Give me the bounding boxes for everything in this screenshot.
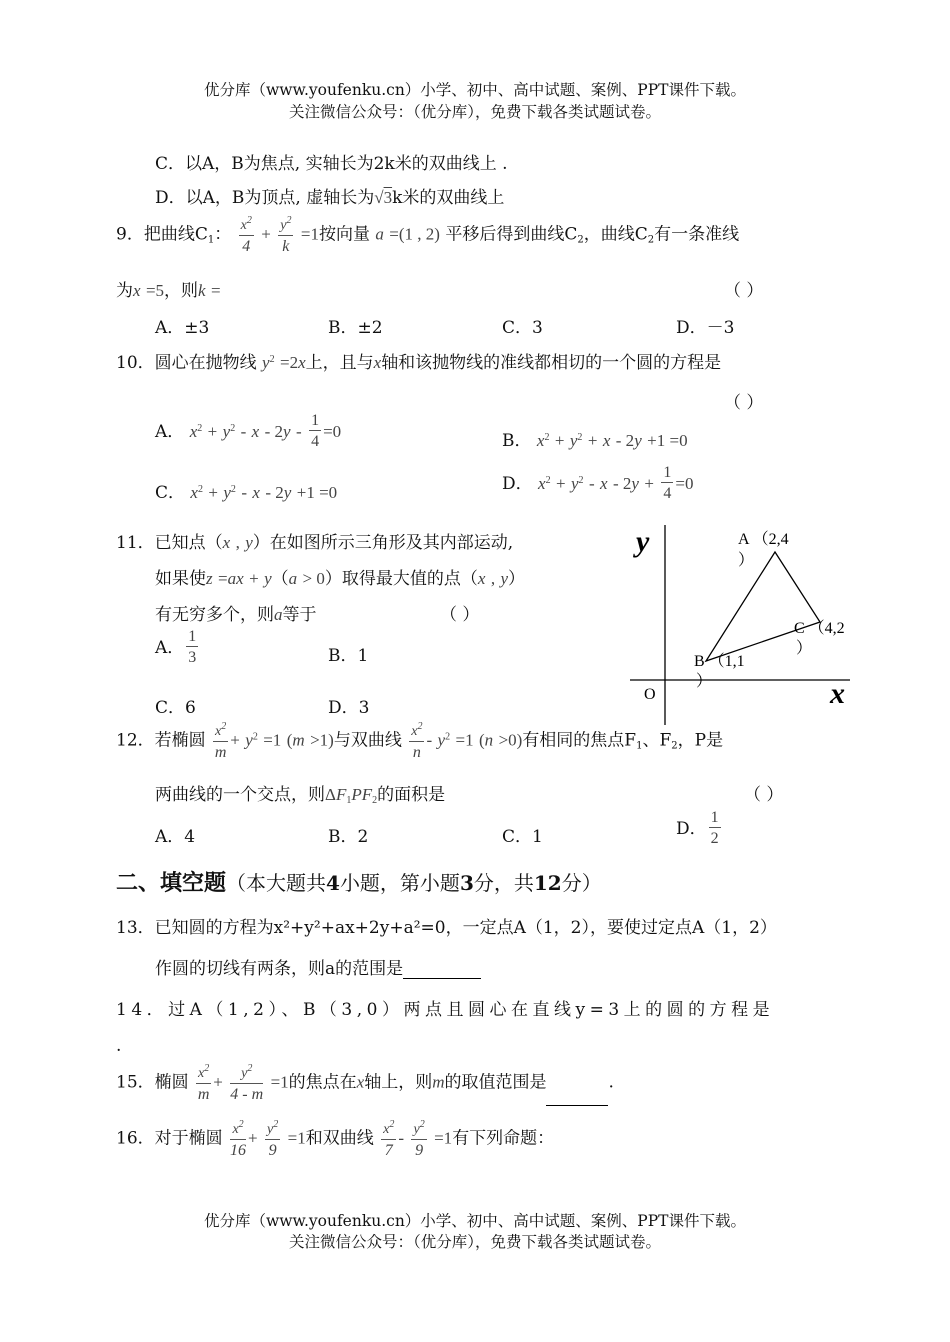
q8-option-d: D．以A，B为顶点, 虚轴长为√3k米的双曲线上 <box>155 188 505 208</box>
q13-blank[interactable] <box>403 960 481 979</box>
q9-option-c: C．3 <box>502 318 543 338</box>
q12-option-a: A．4 <box>155 827 196 847</box>
q10-option-d: D． $x^2 + y^2 - x - 2y$ + $\frac{1}{4}$ =0 <box>502 464 694 502</box>
q11-option-b: B．1 <box>328 646 369 666</box>
q15-line: 15．椭圆 $\frac{x^2}{m}$ + $\frac{y^2}{4 - m}$ =1的焦点在x轴上，则m的取值范围是 . <box>116 1060 614 1106</box>
q10-option-b: B． $x^2 + y^2 + x - 2y +1 =0$ <box>502 431 688 451</box>
point-b-label: B （1,1 <box>694 653 745 670</box>
footer-line-2: 关注微信公众号：（优分库），免费下载各类试题试卷。 <box>288 1233 661 1251</box>
header-line-2: 关注微信公众号：（优分库），免费下载各类试题试卷。 <box>288 103 661 121</box>
q9-line2: 为x =5，则k = <box>116 281 221 301</box>
q11-option-d: D．3 <box>328 698 370 718</box>
q11-option-a: A． $\frac{1}{3}$ <box>155 628 197 666</box>
q11-line1: 11．已知点（x , y）在如图所示三角形及其内部运动, <box>116 533 514 553</box>
header-line-1: 优分库（www.youfenku.cn）小学、初中、高中试题、案例、PPT课件下载。 <box>203 81 747 99</box>
q11-triangle-figure <box>600 515 870 730</box>
q12-line1: 12．若椭圆 $\frac{x^2}{m}$ + $y^2 =1$ (m >1)与双曲线 $\frac{x^2}{n}$ - $y^2 =1$ (n >0)有相同的焦点$F_1$、$F_2$，P是 <box>116 718 723 764</box>
origin-label: O <box>644 686 656 703</box>
q15-blank[interactable] <box>546 1087 608 1106</box>
q11-option-c: C．6 <box>155 698 196 718</box>
y-axis-label: y <box>636 525 650 558</box>
q13-line2: 作圆的切线有两条，则a的范围是 <box>155 954 481 979</box>
x-axis-label: x <box>830 677 845 710</box>
point-b-paren: ） <box>696 673 713 690</box>
point-c-paren: ） <box>796 640 813 657</box>
q14-line1: 14．过A（1,2）、B（3,0）两点且圆心在直线y=3上的圆的方程是 <box>116 1000 775 1020</box>
q14-line2: . <box>116 1036 122 1056</box>
q12-option-d: D． $\frac{1}{2}$ <box>676 809 719 847</box>
q13-line1: 13．已知圆的方程为x²+y²+ax+2y+a²=0，一定点A（1，2），要使过定点A（1，2） <box>116 918 777 938</box>
q10-answer-bracket: （ ） <box>724 393 764 413</box>
q12-answer-bracket: （ ） <box>744 785 784 805</box>
section-2-title: 二、填空题（本大题共4小题，第小题3分，共12分） <box>116 870 602 896</box>
point-a-label: A （2,4 <box>738 531 789 548</box>
q9-line1: 9．把曲线$C_1$： $\frac{x^2}{4}$ + $\frac{y^2}{k}$ =1按向量 a =(1 , 2) 平移后得到曲线$C_2$，曲线$C_2$有一条准线 <box>116 212 739 258</box>
q8-option-c: C．以A，B为焦点, 实轴长为2k米的双曲线上 . <box>155 154 508 174</box>
point-c-label: C （4,2 <box>794 620 845 637</box>
q9-option-d: D．－3 <box>676 318 735 338</box>
q10-option-a: A． $x^2 + y^2 - x - 2y$ - $\frac{1}{4}$ =0 <box>155 412 342 450</box>
point-a-paren: ） <box>738 552 755 569</box>
q10-option-c: C． $x^2 + y^2 - x - 2y +1 =0$ <box>155 483 338 503</box>
q11-answer-bracket: （ ） <box>440 605 480 625</box>
q9-option-b: B．±2 <box>328 318 383 338</box>
q9-answer-bracket: （ ） <box>724 281 764 301</box>
q11-line2: 如果使z =ax + y（a > 0）取得最大值的点（x , y） <box>155 569 526 589</box>
q12-line2: 两曲线的一个交点，则$\Delta F_1PF_2$的面积是 <box>155 785 446 806</box>
sqrt3: √3 <box>374 188 393 207</box>
q10-line1: 10．圆心在抛物线 $y^2 =2x$上，且与x轴和该抛物线的准线都相切的一个圆的方程是 <box>116 353 722 373</box>
q12-option-b: B．2 <box>328 827 369 847</box>
q16-line: 16．对于椭圆 $\frac{x^2}{16}$ + $\frac{y^2}{9}$ =1和双曲线 $\frac{x^2}{7}$ - $\frac{y^2}{9}$ =1有下列命题： <box>116 1116 554 1162</box>
q9-option-a: A．±3 <box>155 318 210 338</box>
q12-option-c: C．1 <box>502 827 543 847</box>
footer-line-1: 优分库（www.youfenku.cn）小学、初中、高中试题、案例、PPT课件下载。 <box>203 1212 747 1230</box>
q11-line3: 有无穷多个，则a等于 <box>155 605 317 625</box>
